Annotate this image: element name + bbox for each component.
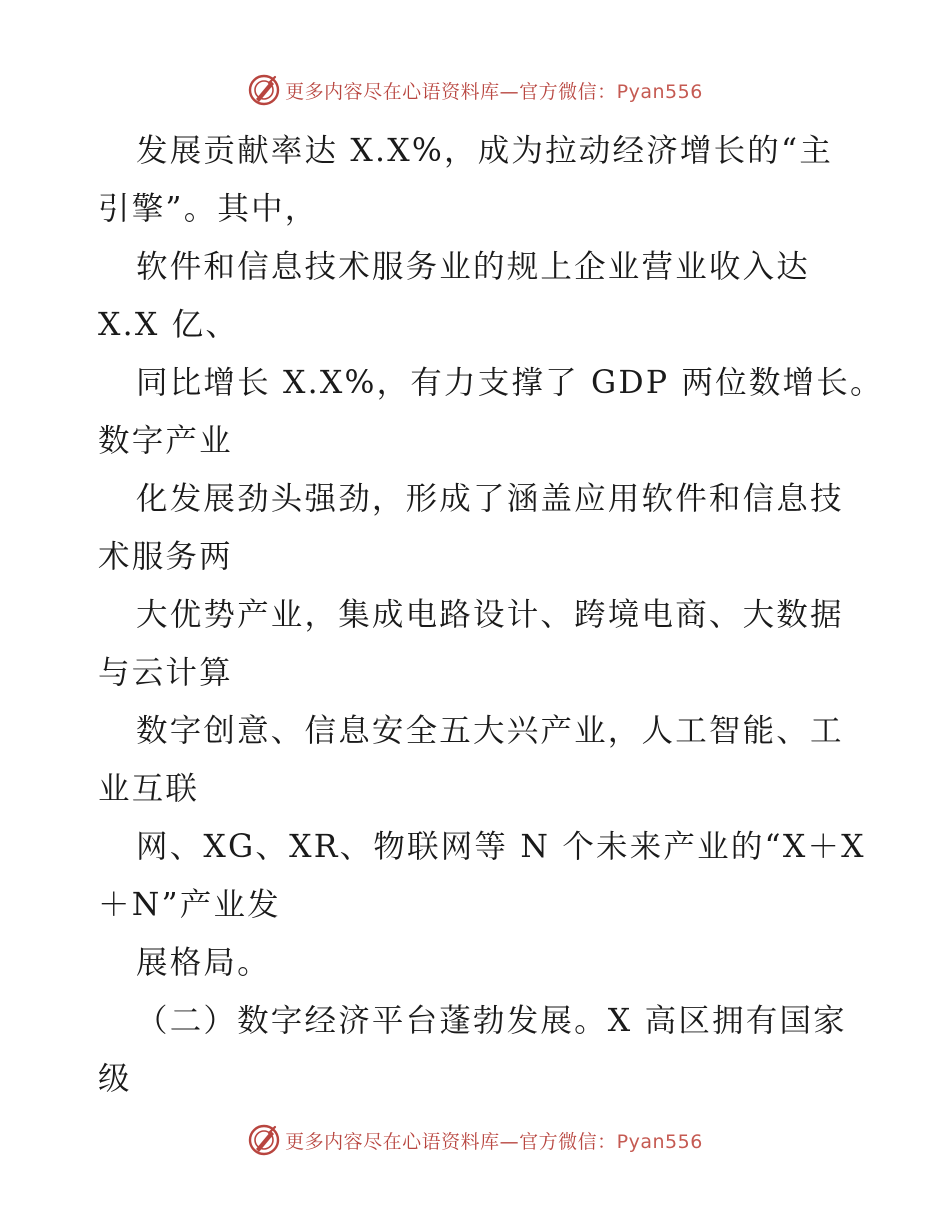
watermark-wechat-id: Pyan556: [616, 80, 703, 103]
body-text-line: 大优势产业，集成电路设计、跨境电商、大数据: [136, 597, 844, 633]
watermark-wechat-id: Pyan556: [616, 1130, 703, 1153]
body-text-line: 软件和信息技术服务业的规上企业营业收入达: [136, 249, 811, 285]
document-body: [98, 122, 884, 1108]
body-text-line: 发展贡献率达 X.X%，成为拉动经济增长的“主: [136, 133, 834, 169]
body-text-line: 数字产业: [98, 423, 233, 459]
watermark-label: 更多内容尽在心语资料库—官方微信：: [285, 80, 617, 103]
body-text-line: ＋N”产业发: [98, 887, 281, 923]
body-text-line: 级: [98, 1061, 132, 1097]
body-text-line: 与云计算: [98, 655, 233, 691]
pen-seal-logo-icon: [247, 73, 281, 107]
body-text-line: 术服务两: [98, 539, 233, 575]
body-text-line: （二）数字经济平台蓬勃发展。X 高区拥有国家: [136, 1003, 847, 1039]
pen-seal-logo-icon: [247, 1123, 281, 1157]
watermark-text: [285, 1127, 703, 1154]
watermark-label: 更多内容尽在心语资料库—官方微信：: [285, 1130, 617, 1153]
body-text-line: 化发展劲头强劲，形成了涵盖应用软件和信息技: [136, 481, 844, 517]
watermark-text: [285, 77, 703, 104]
body-text-line: X.X 亿、: [98, 307, 240, 343]
body-text-line: 数字创意、信息安全五大兴产业，人工智能、工: [136, 713, 844, 749]
body-text-line: 展格局。: [136, 945, 271, 981]
body-text-line: 引擎”。其中，: [98, 191, 319, 227]
watermark-header: [0, 70, 950, 110]
body-text-line: 网、XG、XR、物联网等 N 个未来产业的“X＋X: [136, 829, 866, 865]
body-text-line: 同比增长 X.X%，有力支撑了 GDP 两位数增长。: [136, 365, 884, 401]
watermark-footer: [0, 1120, 950, 1160]
body-text-line: 业互联: [98, 771, 200, 807]
